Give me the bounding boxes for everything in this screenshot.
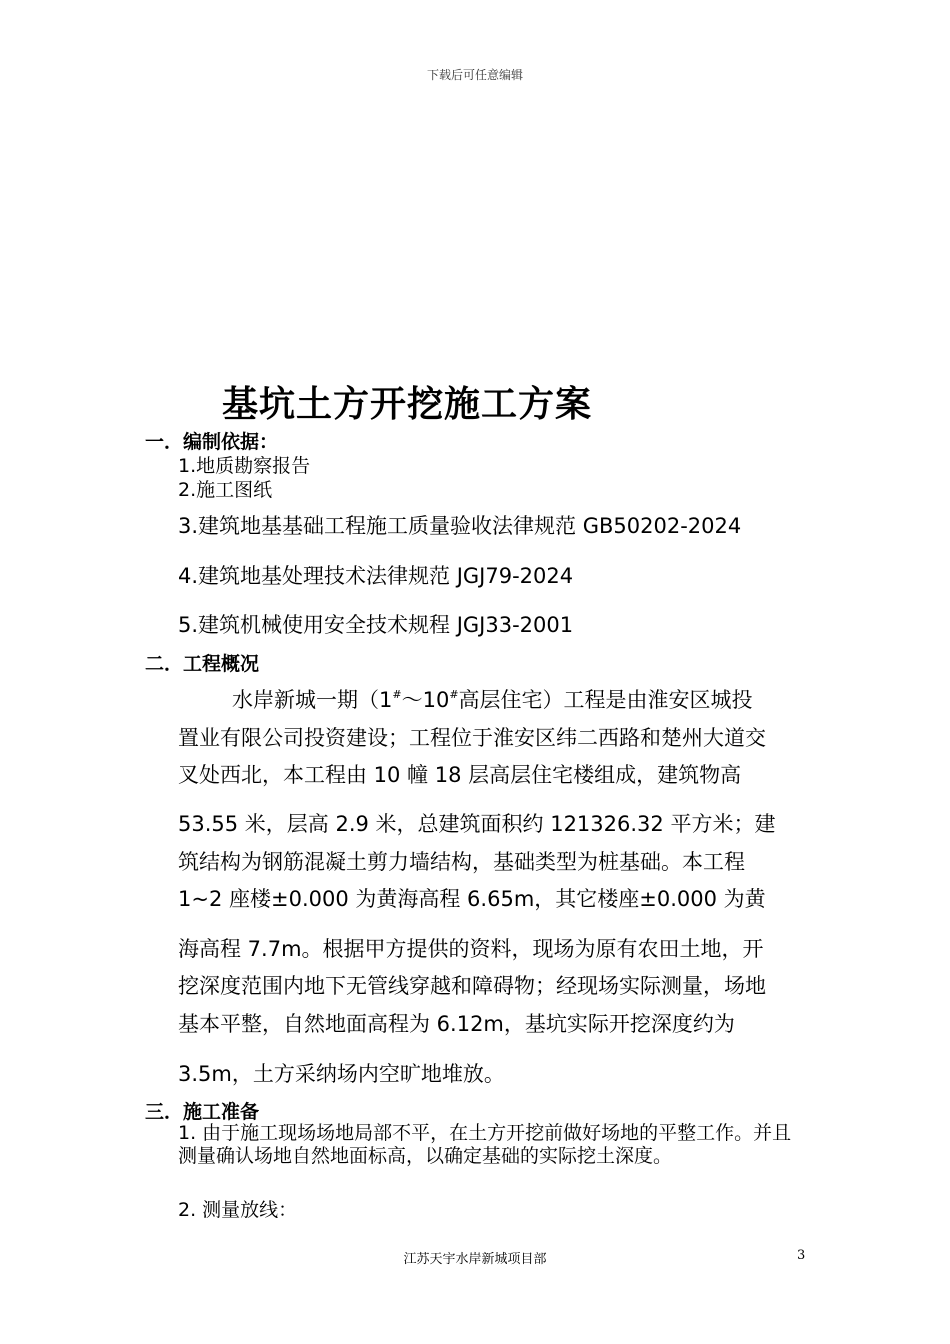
page-number: 3 — [797, 1248, 806, 1263]
preparation-item-2: 2. 测量放线： — [178, 1199, 298, 1221]
section-heading-basis: 一．编制依据： — [145, 431, 279, 453]
overview-line-6: 1~2 座楼±0.000 为黄海高程 6.65m，其它楼座±0.000 为黄 — [178, 887, 766, 911]
overview-line-8: 挖深度范围内地下无管线穿越和障碍物；经现场实际测量，场地 — [178, 974, 766, 998]
basis-item-1: 1.地质勘察报告 — [178, 455, 311, 477]
basis-item-3: 3.建筑地基基础工程施工质量验收法律规范 GB50202-2024 — [178, 514, 742, 538]
overview-line-9: 基本平整，自然地面高程为 6.12m，基坑实际开挖深度约为 — [178, 1012, 735, 1036]
overview-line-7: 海高程 7.7m。根据甲方提供的资料，现场为原有农田土地，开 — [178, 937, 764, 961]
basis-item-5: 5.建筑机械使用安全技术规程 JGJ33-2001 — [178, 613, 574, 637]
basis-item-2: 2.施工图纸 — [178, 479, 273, 501]
section-heading-preparation: 三．施工准备 — [145, 1101, 260, 1123]
overview-line-10: 3.5m，土方采纳场内空旷地堆放。 — [178, 1062, 505, 1086]
preparation-item-1: 1. 由于施工现场场地局部不平，在土方开挖前做好场地的平整工作。并且测量确认场地自然地面标高，以确定基础的实际挖土深度。 — [178, 1122, 792, 1167]
overview-line-3: 叉处西北，本工程由 10 幢 18 层高层住宅楼组成，建筑物高 — [178, 763, 742, 787]
section-heading-overview: 二．工程概况 — [145, 653, 260, 675]
document-title: 基坑土方开挖施工方案 — [222, 384, 593, 425]
footer-project: 江苏天宇水岸新城项目部 — [403, 1252, 547, 1267]
basis-item-4: 4.建筑地基处理技术法律规范 JGJ79-2024 — [178, 564, 574, 588]
overview-line-4: 53.55 米，层高 2.9 米，总建筑面积约 121326.32 平方米；建 — [178, 812, 776, 836]
header-note: 下载后可任意编辑 — [426, 68, 523, 82]
overview-line-1: 水岸新城一期（1#～10#高层住宅）工程是由淮安区城投 — [232, 688, 753, 712]
overview-line-5: 筑结构为钢筋混凝土剪力墙结构，基础类型为桩基础。本工程 — [178, 850, 745, 874]
overview-line-2: 置业有限公司投资建设；工程位于淮安区纬二西路和楚州大道交 — [178, 726, 766, 750]
